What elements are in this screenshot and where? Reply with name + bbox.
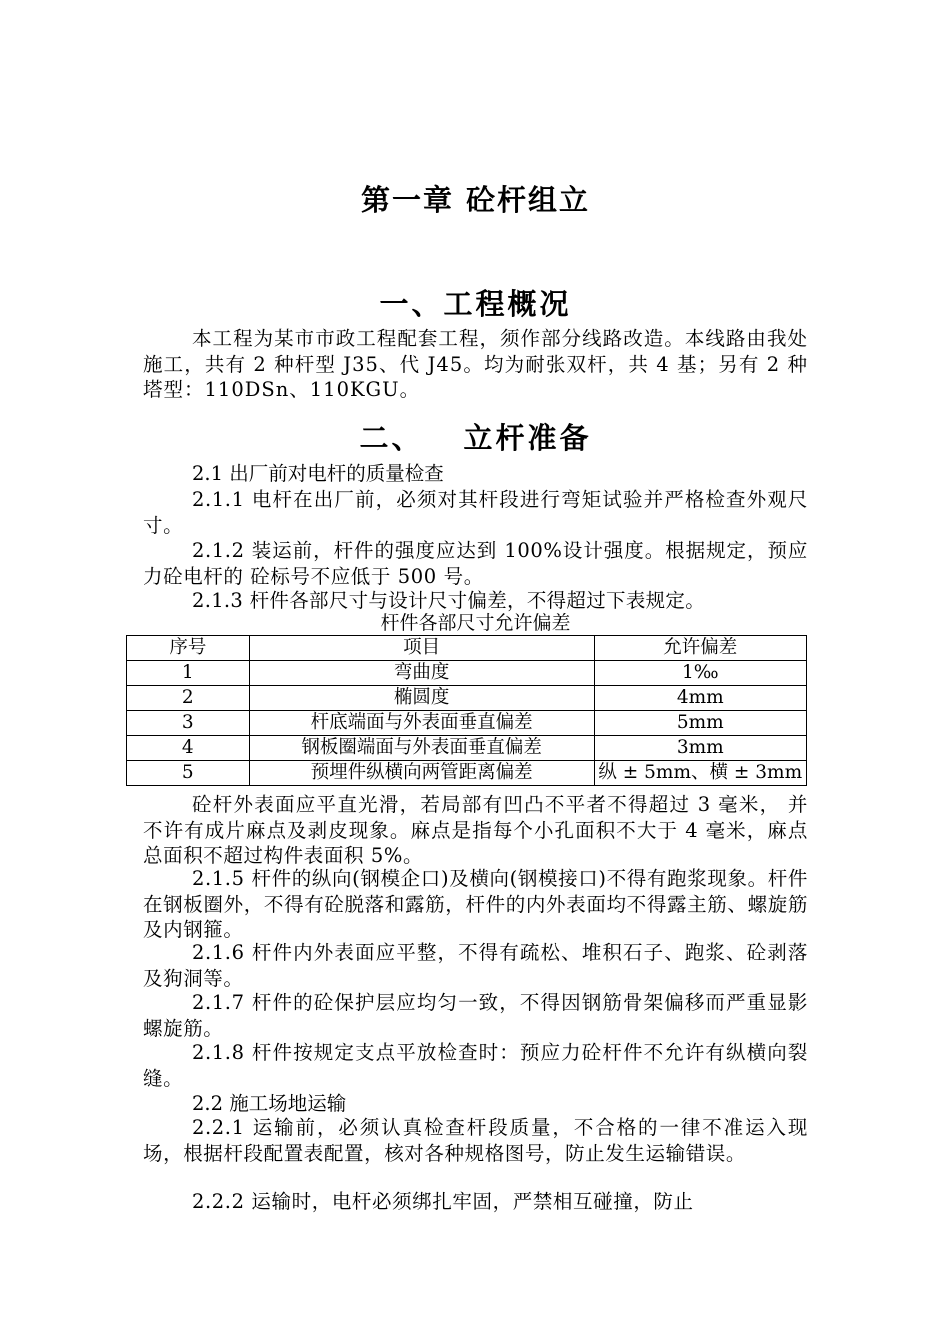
table-row: [127, 736, 807, 761]
table-cell: 1: [127, 661, 250, 686]
table-row: [127, 711, 807, 736]
overview-paragraph: 本工程为某市市政工程配套工程，须作部分线路改造。本线路由我处施工，共有 2 种杆型 J35、代 J45。均为耐张双杆，共 4 基；另有 2 种塔型：110DSn、110KGU。: [143, 327, 808, 401]
chapter-title: 第一章 砼杆组立: [360, 183, 591, 217]
section-title-text: 立杆准备: [463, 421, 592, 455]
surface-paragraph: 砼杆外表面应平直光滑，若局部有凹凸不平者不得超过 3 毫米， 并不许有成片麻点及剥皮现象。麻点是指每个小孔面积不大于 4 毫米，麻点总面积不超过构件表面积 5%。: [143, 793, 808, 867]
paragraph-2-1-2: 2.1.2 装运前，杆件的强度应达到 100%设计强度。根据规定，预应力砼电杆的 砼标号不应低于 500 号。: [143, 539, 808, 588]
subsection-title-2-1: 2.1 出厂前对电杆的质量检查: [192, 462, 444, 485]
table-cell: 预埋件纵横向两管距离偏差: [249, 761, 594, 786]
paragraph-2-2-1: 2.2.1 运输前，必须认真检查杆段质量，不合格的一律不准运入现场，根据杆段配置表配置，核对各种规格图号，防止发生运输错误。: [143, 1116, 808, 1165]
table-cell: 弯曲度: [249, 661, 594, 686]
header-cell: 允许偏差: [594, 636, 807, 661]
table-cell: 2: [127, 686, 250, 711]
table-row: [127, 661, 807, 686]
paragraph-2-1-1: 2.1.1 电杆在出厂前，必须对其杆段进行弯矩试验并严格检查外观尺寸。: [143, 488, 808, 537]
table-cell: 钢板圈端面与外表面垂直偏差: [249, 736, 594, 761]
table-cell: 1‰: [594, 661, 807, 686]
tolerance-table: [126, 635, 807, 786]
paragraph-2-1-5: 2.1.5 杆件的纵向(钢模企口)及横向(钢模接口)不得有跑浆现象。杆件在钢板圈外，不得有砼脱落和露筋，杆件的内外表面均不得露主筋、螺旋筋及内钢箍。: [143, 867, 808, 941]
table-cell: 5: [127, 761, 250, 786]
table-cell: 椭圆度: [249, 686, 594, 711]
table-row: [127, 761, 807, 786]
table-cell: 4: [127, 736, 250, 761]
header-cell: 序号: [127, 636, 250, 661]
table-cell: 4mm: [594, 686, 807, 711]
section-title-preparation: [143, 416, 808, 457]
table-cell: 3: [127, 711, 250, 736]
paragraph-2-1-6: 2.1.6 杆件内外表面应平整，不得有疏松、堆积石子、跑浆、砼剥落及狗洞等。: [143, 941, 808, 990]
paragraph-2-2-2: 2.2.2 运输时，电杆必须绑扎牢固，严禁相互碰撞，防止: [192, 1190, 694, 1213]
section-number: 二、: [359, 421, 424, 455]
table-cell: 3mm: [594, 736, 807, 761]
paragraph-2-1-3: 2.1.3 杆件各部尺寸与设计尺寸偏差，不得超过下表规定。: [192, 589, 706, 612]
header-cell: 项目: [249, 636, 594, 661]
table-cell: 5mm: [594, 711, 807, 736]
paragraph-2-1-7: 2.1.7 杆件的砼保护层应均匀一致，不得因钢筋骨架偏移而严重显影螺旋筋。: [143, 991, 808, 1040]
table-row: [127, 686, 807, 711]
table-cell: 纵 ± 5mm、横 ± 3mm: [594, 761, 807, 786]
table-header-row: [127, 636, 807, 661]
table-cell: 杆底端面与外表面垂直偏差: [249, 711, 594, 736]
section-title-overview: 一、工程概况: [379, 287, 572, 321]
paragraph-2-1-8: 2.1.8 杆件按规定支点平放检查时：预应力砼杆件不允许有纵横向裂缝。: [143, 1041, 808, 1090]
subsection-title-2-2: 2.2 施工场地运输: [192, 1092, 347, 1115]
table-caption: 杆件各部尺寸允许偏差: [380, 612, 571, 634]
